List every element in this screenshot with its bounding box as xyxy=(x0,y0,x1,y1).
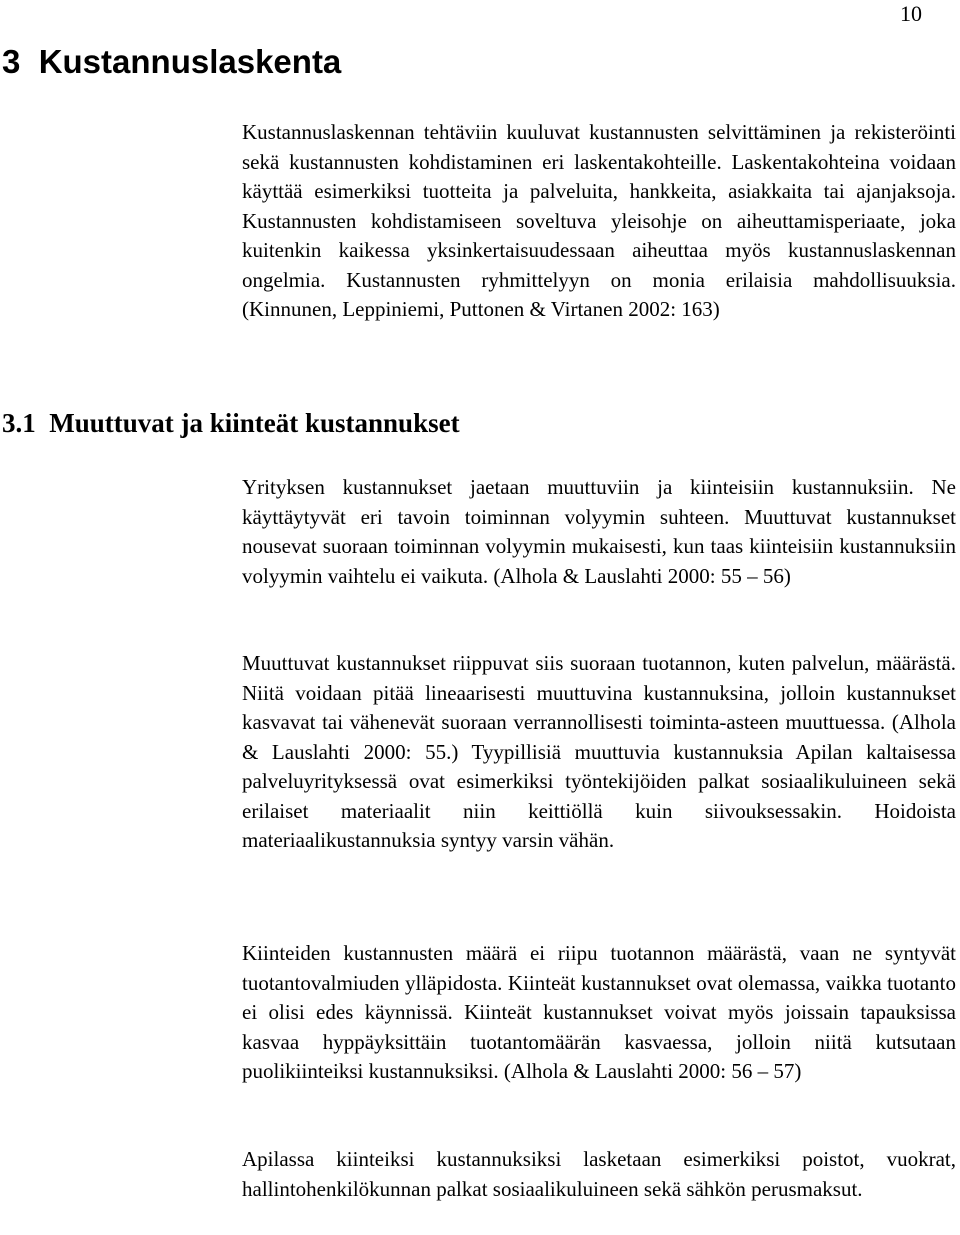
section-paragraph-1: Yrityksen kustannukset jaetaan muuttuviin ja kiinteisiin kustannuksiin. Ne käyttäytyvät eri tavoin toiminnan volyymin suhteen. Muuttuvat kustannukset nousevat suoraan toiminnan volyymin mukaisesti, kun taas kiinteisiin kustannuksiin volyymin vaihtelu ei vaikuta. (Alhola & Lauslahti 2000: 55 – 56) xyxy=(242,475,956,588)
chapter-intro-paragraph: Kustannuslaskennan tehtäviin kuuluvat kustannusten selvittäminen ja rekisteröinti sekä kustannusten kohdistaminen eri laskentakohteille. Laskentakohteina voidaan käyttää esimerkiksi tuotteita ja palveluita, hankkeita, asiakkaita tai ajanjaksoja. Kustannusten kohdistamiseen soveltuva yleisohje on aiheuttamisperiaate, joka kuitenkin kaikessa yksinkertaisuudessaan aiheuttaa myös kustannuslaskennan ongelmia. Kustannusten ryhmittelyyn on monia erilaisia mahdollisuuksia. (Kinnunen, Leppiniemi, Puttonen & Virtanen 2002: 163) xyxy=(242,120,956,321)
chapter-title: 3 Kustannuslaskenta xyxy=(2,43,342,80)
section-paragraph-2: Muuttuvat kustannukset riippuvat siis suoraan tuotannon, kuten palvelun, määrästä. Niitä voidaan pitää lineaarisesti muuttuvina kustannuksina, jolloin kustannukset kasvavat tai vähenevät suoraan verrannollisesti toiminta-asteen muuttuessa. (Alhola & Lauslahti 2000: 55.) Tyypillisiä muuttuvia kustannuksia Apilan kaltaisessa palveluyrityksessä ovat esimerkiksi työntekijöiden palkat sosiaalikuluineen sekä erilaiset materiaalit niin keittiöllä kuin siivouksessakin. Hoidoista materiaalikustannuksia syntyy varsin vähän. xyxy=(242,651,956,852)
section-paragraph-3: Kiinteiden kustannusten määrä ei riipu tuotannon määrästä, vaan ne syntyvät tuotantovalmiuden ylläpidosta. Kiinteät kustannukset ovat olemassa, vaikka tuotanto ei olisi edes käynnissä. Kiinteät kustannukset voivat myös joissain tapauksissa kasvaa hyppäyksittäin tuotantomäärän kasvaessa, jolloin niitä kutsutaan puolikiinteiksi kustannuksiksi. (Alhola & Lauslahti 2000: 56 – 57) xyxy=(242,941,956,1083)
section-paragraph-4: Apilassa kiinteiksi kustannuksiksi lasketaan esimerkiksi poistot, vuokrat, hallintohenkilökunnan palkat sosiaalikuluineen sekä sähkön perusmaksut. xyxy=(242,1147,956,1201)
section-title: 3.1 Muuttuvat ja kiinteät kustannukset xyxy=(2,408,460,438)
page-number: 10 xyxy=(900,1,922,26)
